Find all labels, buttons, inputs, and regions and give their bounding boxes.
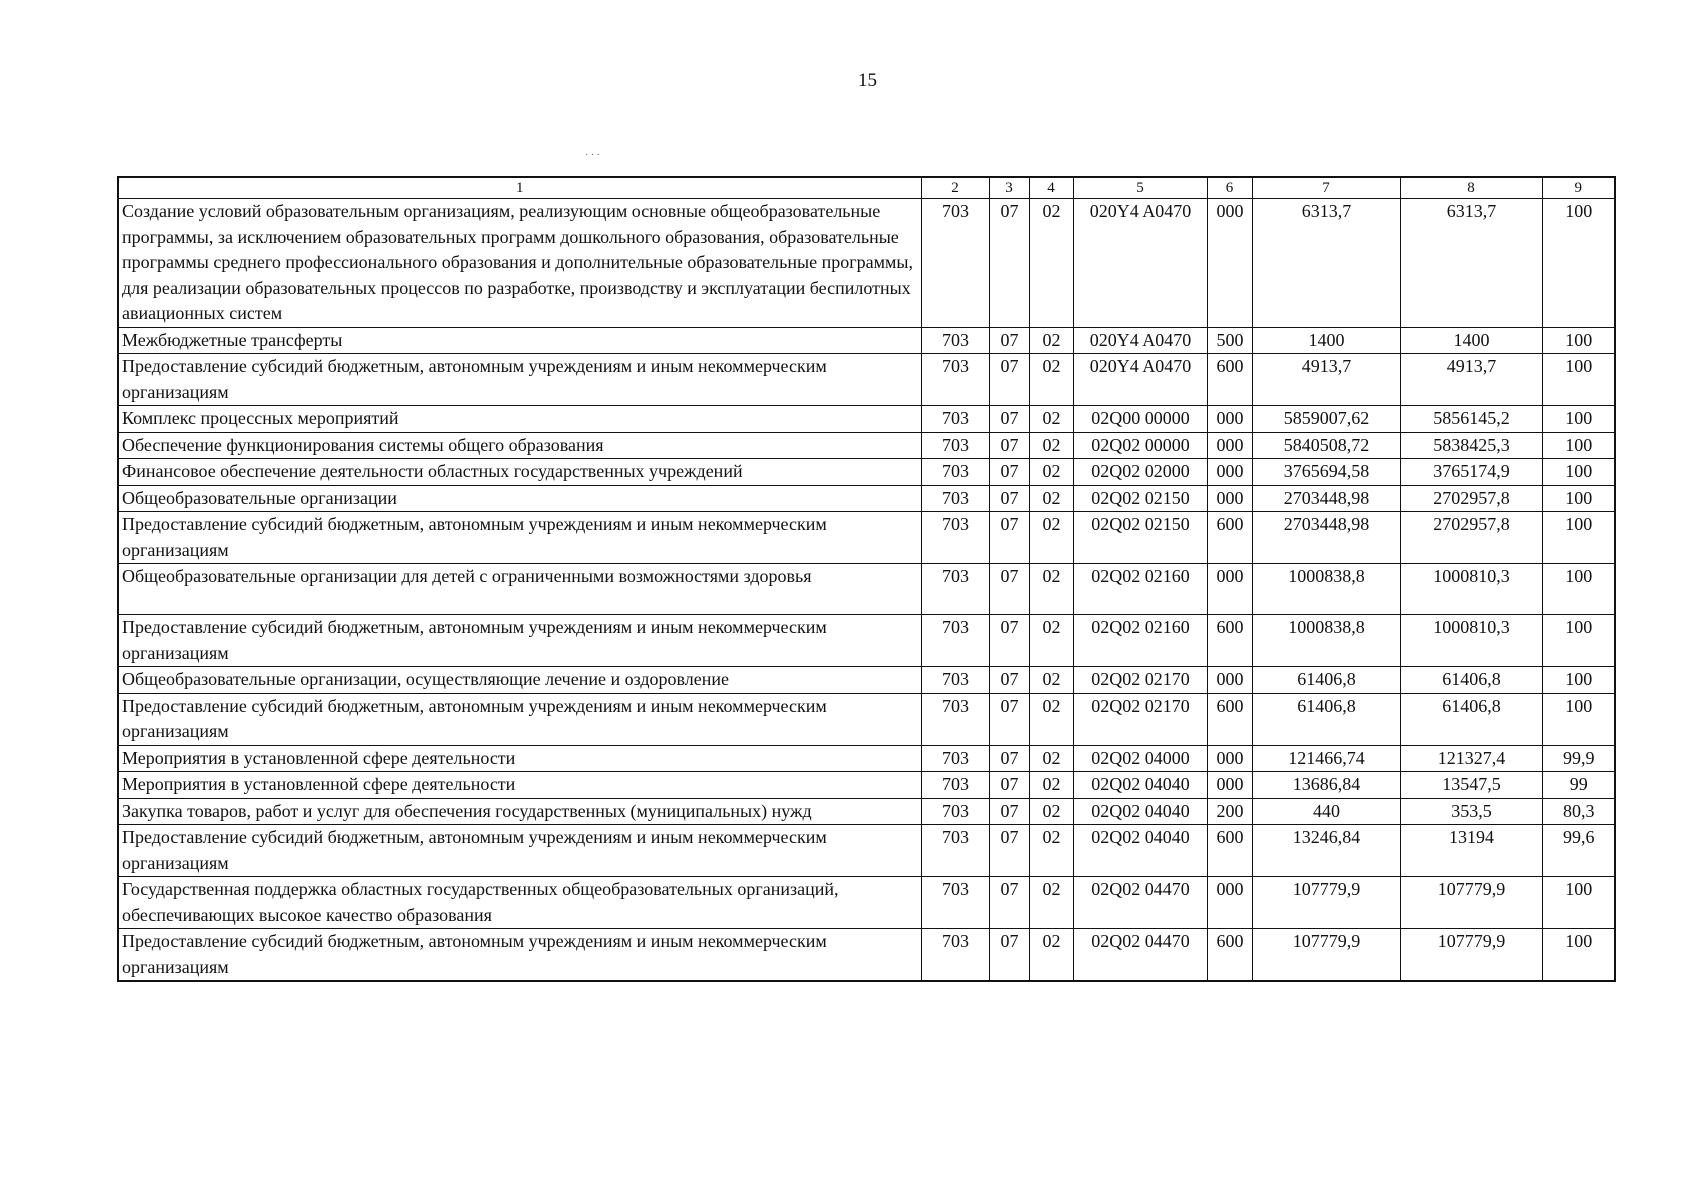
cell-col-9: 99,9 [1542, 745, 1615, 772]
cell-col-6: 000 [1207, 877, 1252, 929]
cell-col-6: 600 [1207, 615, 1252, 667]
cell-col-9: 99,6 [1542, 825, 1615, 877]
cell-name: Предоставление субсидий бюджетным, автономным учреждениям и иным некоммерческим организациям [118, 929, 921, 982]
cell-col-4: 02 [1029, 693, 1073, 745]
cell-col-4: 02 [1029, 825, 1073, 877]
cell-col-3: 07 [989, 354, 1029, 406]
cell-col-2: 703 [921, 406, 989, 433]
table-row [118, 877, 1615, 929]
cell-col-5: 02Q02 02160 [1073, 564, 1207, 615]
table-row [118, 693, 1615, 745]
cell-name: Создание условий образовательным организациям, реализующим основные общеобразовательные программы, за исключением образовательных программ дошкольного образования, образовательные программы среднего профессионального образования и дополнительные образовательные программы, для реализации образовательных процессов по разработке, производству и эксплуатации беспилотных авиационных систем [118, 199, 921, 328]
cell-col-9: 100 [1542, 512, 1615, 564]
column-header: 5 [1073, 177, 1207, 199]
column-header: 7 [1252, 177, 1400, 199]
cell-col-4: 02 [1029, 485, 1073, 512]
cell-col-2: 703 [921, 772, 989, 799]
cell-col-4: 02 [1029, 772, 1073, 799]
cell-col-6: 000 [1207, 564, 1252, 615]
cell-col-3: 07 [989, 485, 1029, 512]
cell-name: Финансовое обеспечение деятельности областных государственных учреждений [118, 459, 921, 486]
cell-col-2: 703 [921, 354, 989, 406]
cell-col-2: 703 [921, 693, 989, 745]
cell-name: Обеспечение функционирования системы общего образования [118, 432, 921, 459]
table-row [118, 667, 1615, 694]
cell-col-2: 703 [921, 929, 989, 982]
cell-col-3: 07 [989, 432, 1029, 459]
cell-col-8: 353,5 [1400, 798, 1542, 825]
column-header: 4 [1029, 177, 1073, 199]
cell-col-5: 02Q02 02150 [1073, 512, 1207, 564]
cell-col-6: 600 [1207, 512, 1252, 564]
cell-col-3: 07 [989, 877, 1029, 929]
cell-col-3: 07 [989, 199, 1029, 328]
cell-col-5: 02Q02 02170 [1073, 693, 1207, 745]
cell-col-4: 02 [1029, 512, 1073, 564]
cell-col-4: 02 [1029, 667, 1073, 694]
cell-col-9: 100 [1542, 667, 1615, 694]
cell-col-9: 100 [1542, 199, 1615, 328]
table-row [118, 485, 1615, 512]
cell-col-5: 02Q02 04470 [1073, 929, 1207, 982]
cell-col-2: 703 [921, 798, 989, 825]
cell-col-6: 000 [1207, 772, 1252, 799]
cell-col-8: 107779,9 [1400, 877, 1542, 929]
cell-col-2: 703 [921, 459, 989, 486]
cell-col-9: 100 [1542, 485, 1615, 512]
cell-col-8: 107779,9 [1400, 929, 1542, 982]
cell-col-6: 600 [1207, 354, 1252, 406]
cell-col-7: 1000838,8 [1252, 564, 1400, 615]
cell-col-4: 02 [1029, 877, 1073, 929]
cell-col-8: 4913,7 [1400, 354, 1542, 406]
table-row [118, 745, 1615, 772]
cell-name: Государственная поддержка областных государственных общеобразовательных организаций, обеспечивающих высокое качество образования [118, 877, 921, 929]
cell-col-9: 100 [1542, 693, 1615, 745]
cell-col-3: 07 [989, 798, 1029, 825]
column-header: 6 [1207, 177, 1252, 199]
cell-col-7: 1000838,8 [1252, 615, 1400, 667]
cell-col-6: 000 [1207, 459, 1252, 486]
cell-col-4: 02 [1029, 459, 1073, 486]
cell-col-3: 07 [989, 825, 1029, 877]
cell-col-8: 5856145,2 [1400, 406, 1542, 433]
table-row [118, 929, 1615, 982]
cell-col-7: 440 [1252, 798, 1400, 825]
cell-col-2: 703 [921, 877, 989, 929]
cell-col-3: 07 [989, 667, 1029, 694]
cell-col-9: 100 [1542, 459, 1615, 486]
cell-col-2: 703 [921, 615, 989, 667]
cell-col-5: 02Q02 00000 [1073, 432, 1207, 459]
cell-col-9: 99 [1542, 772, 1615, 799]
cell-col-7: 2703448,98 [1252, 485, 1400, 512]
cell-col-5: 02Q02 04470 [1073, 877, 1207, 929]
column-header: 3 [989, 177, 1029, 199]
cell-col-9: 100 [1542, 929, 1615, 982]
cell-col-8: 121327,4 [1400, 745, 1542, 772]
cell-col-5: 02Q02 02170 [1073, 667, 1207, 694]
budget-table [117, 176, 1616, 982]
cell-col-6: 000 [1207, 432, 1252, 459]
cell-name: Закупка товаров, работ и услуг для обеспечения государственных (муниципальных) нужд [118, 798, 921, 825]
cell-col-8: 61406,8 [1400, 693, 1542, 745]
cell-col-4: 02 [1029, 199, 1073, 328]
cell-col-3: 07 [989, 512, 1029, 564]
table-body [118, 199, 1615, 982]
cell-col-3: 07 [989, 772, 1029, 799]
cell-col-5: 02Q00 00000 [1073, 406, 1207, 433]
table-row [118, 798, 1615, 825]
cell-col-3: 07 [989, 459, 1029, 486]
cell-col-5: 020Y4 A0470 [1073, 199, 1207, 328]
cell-col-2: 703 [921, 512, 989, 564]
page-number: 15 [858, 70, 877, 91]
cell-col-7: 5859007,62 [1252, 406, 1400, 433]
cell-col-5: 020Y4 A0470 [1073, 354, 1207, 406]
cell-col-9: 80,3 [1542, 798, 1615, 825]
cell-col-8: 13194 [1400, 825, 1542, 877]
cell-col-6: 600 [1207, 693, 1252, 745]
cell-col-8: 2702957,8 [1400, 512, 1542, 564]
cell-col-4: 02 [1029, 745, 1073, 772]
table-row [118, 564, 1615, 615]
cell-col-8: 5838425,3 [1400, 432, 1542, 459]
cell-name: Предоставление субсидий бюджетным, автономным учреждениям и иным некоммерческим организациям [118, 354, 921, 406]
cell-col-7: 5840508,72 [1252, 432, 1400, 459]
cell-col-5: 02Q02 04040 [1073, 772, 1207, 799]
scan-speck: · · · [585, 150, 600, 161]
table-row [118, 199, 1615, 328]
cell-col-2: 703 [921, 667, 989, 694]
cell-col-4: 02 [1029, 929, 1073, 982]
cell-col-4: 02 [1029, 432, 1073, 459]
cell-col-9: 100 [1542, 406, 1615, 433]
cell-col-9: 100 [1542, 432, 1615, 459]
cell-col-5: 02Q02 02000 [1073, 459, 1207, 486]
cell-col-4: 02 [1029, 798, 1073, 825]
cell-col-6: 200 [1207, 798, 1252, 825]
table-row [118, 772, 1615, 799]
cell-col-7: 121466,74 [1252, 745, 1400, 772]
cell-name: Межбюджетные трансферты [118, 327, 921, 354]
table-row [118, 615, 1615, 667]
cell-col-5: 02Q02 04000 [1073, 745, 1207, 772]
cell-col-9: 100 [1542, 327, 1615, 354]
cell-col-7: 61406,8 [1252, 693, 1400, 745]
cell-col-3: 07 [989, 745, 1029, 772]
cell-col-9: 100 [1542, 564, 1615, 615]
cell-col-8: 1000810,3 [1400, 564, 1542, 615]
cell-col-5: 020Y4 A0470 [1073, 327, 1207, 354]
cell-col-4: 02 [1029, 327, 1073, 354]
cell-col-3: 07 [989, 406, 1029, 433]
cell-col-7: 1400 [1252, 327, 1400, 354]
table-row [118, 432, 1615, 459]
cell-col-9: 100 [1542, 877, 1615, 929]
cell-col-6: 600 [1207, 825, 1252, 877]
table-row [118, 354, 1615, 406]
cell-col-4: 02 [1029, 354, 1073, 406]
cell-col-3: 07 [989, 693, 1029, 745]
cell-col-7: 107779,9 [1252, 929, 1400, 982]
cell-name: Общеобразовательные организации для детей с ограниченными возможностями здоровья [118, 564, 921, 615]
cell-col-2: 703 [921, 327, 989, 354]
column-header: 1 [118, 177, 921, 199]
column-header: 9 [1542, 177, 1615, 199]
cell-name: Предоставление субсидий бюджетным, автономным учреждениям и иным некоммерческим организациям [118, 825, 921, 877]
cell-col-5: 02Q02 02160 [1073, 615, 1207, 667]
cell-name: Мероприятия в установленной сфере деятельности [118, 772, 921, 799]
cell-name: Комплекс процессных мероприятий [118, 406, 921, 433]
cell-col-9: 100 [1542, 615, 1615, 667]
cell-col-6: 500 [1207, 327, 1252, 354]
cell-col-7: 13686,84 [1252, 772, 1400, 799]
table-row [118, 406, 1615, 433]
cell-col-2: 703 [921, 432, 989, 459]
cell-col-3: 07 [989, 327, 1029, 354]
cell-col-3: 07 [989, 929, 1029, 982]
cell-col-8: 1400 [1400, 327, 1542, 354]
cell-col-6: 000 [1207, 485, 1252, 512]
cell-name: Общеобразовательные организации, осуществляющие лечение и оздоровление [118, 667, 921, 694]
cell-name: Мероприятия в установленной сфере деятельности [118, 745, 921, 772]
cell-col-3: 07 [989, 564, 1029, 615]
cell-col-7: 2703448,98 [1252, 512, 1400, 564]
cell-col-6: 000 [1207, 199, 1252, 328]
cell-col-6: 600 [1207, 929, 1252, 982]
cell-col-2: 703 [921, 485, 989, 512]
cell-col-7: 107779,9 [1252, 877, 1400, 929]
cell-col-4: 02 [1029, 406, 1073, 433]
cell-col-7: 61406,8 [1252, 667, 1400, 694]
table-row [118, 327, 1615, 354]
table-row [118, 459, 1615, 486]
cell-col-5: 02Q02 02150 [1073, 485, 1207, 512]
cell-col-7: 6313,7 [1252, 199, 1400, 328]
cell-col-4: 02 [1029, 564, 1073, 615]
cell-col-2: 703 [921, 199, 989, 328]
cell-name: Предоставление субсидий бюджетным, автономным учреждениям и иным некоммерческим организациям [118, 615, 921, 667]
cell-col-8: 13547,5 [1400, 772, 1542, 799]
cell-col-6: 000 [1207, 745, 1252, 772]
cell-col-2: 703 [921, 825, 989, 877]
cell-col-3: 07 [989, 615, 1029, 667]
cell-col-5: 02Q02 04040 [1073, 825, 1207, 877]
cell-col-9: 100 [1542, 354, 1615, 406]
table-row [118, 512, 1615, 564]
cell-col-8: 1000810,3 [1400, 615, 1542, 667]
column-header: 8 [1400, 177, 1542, 199]
cell-col-7: 3765694,58 [1252, 459, 1400, 486]
cell-col-7: 13246,84 [1252, 825, 1400, 877]
cell-col-4: 02 [1029, 615, 1073, 667]
cell-col-7: 4913,7 [1252, 354, 1400, 406]
cell-col-2: 703 [921, 564, 989, 615]
cell-col-8: 61406,8 [1400, 667, 1542, 694]
cell-col-6: 000 [1207, 406, 1252, 433]
table-row [118, 825, 1615, 877]
cell-col-5: 02Q02 04040 [1073, 798, 1207, 825]
cell-col-8: 3765174,9 [1400, 459, 1542, 486]
table-header-row [118, 177, 1615, 199]
cell-col-2: 703 [921, 745, 989, 772]
cell-col-6: 000 [1207, 667, 1252, 694]
column-header: 2 [921, 177, 989, 199]
cell-col-8: 2702957,8 [1400, 485, 1542, 512]
cell-name: Общеобразовательные организации [118, 485, 921, 512]
cell-name: Предоставление субсидий бюджетным, автономным учреждениям и иным некоммерческим организациям [118, 512, 921, 564]
cell-name: Предоставление субсидий бюджетным, автономным учреждениям и иным некоммерческим организациям [118, 693, 921, 745]
cell-col-8: 6313,7 [1400, 199, 1542, 328]
